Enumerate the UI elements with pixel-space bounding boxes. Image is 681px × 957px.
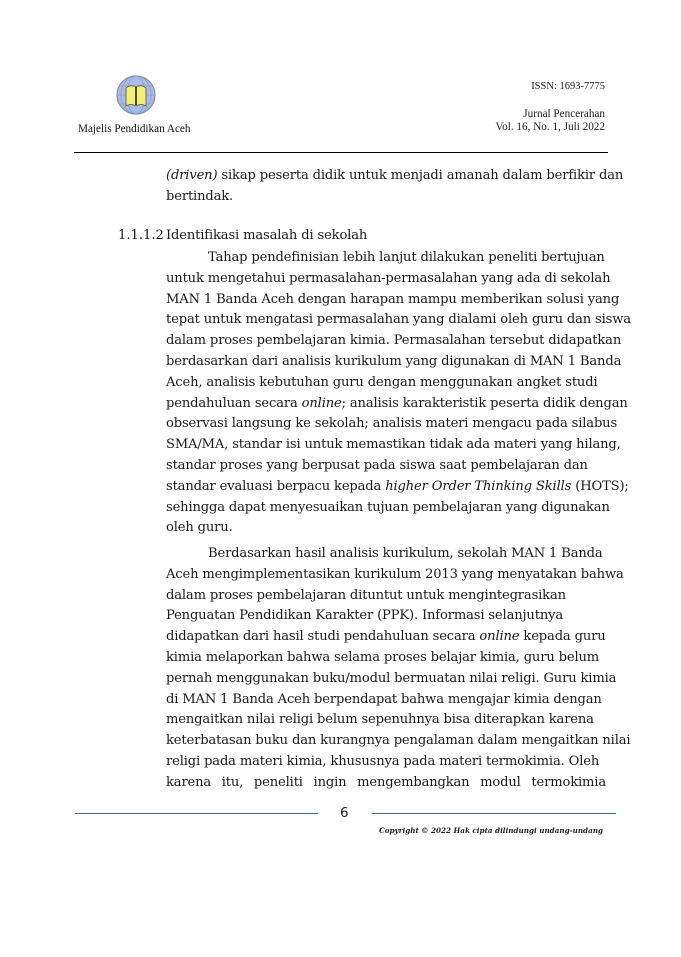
text-run: sikap peserta didik untuk menjadi amanah dalam berfikir dan [217, 168, 624, 183]
text-line [166, 627, 606, 648]
text-run: SMA/MA, standar isi untuk memastikan tidak ada materi yang hilang, [166, 437, 621, 453]
text-line [166, 586, 606, 607]
text-line [166, 752, 606, 773]
text-line [166, 435, 621, 456]
issn: ISSN: 1693-7775 [531, 81, 605, 92]
text-line [166, 269, 611, 290]
italic-term: online [301, 395, 342, 411]
text-line [166, 352, 622, 373]
text-run: di MAN 1 Banda Aceh berpendapat bahwa mengajar kimia dengan [166, 691, 602, 707]
text-run: sehingga dapat menyesuaikan tujuan pembelajaran yang digunakan [166, 499, 610, 515]
text-run: observasi langsung ke sekolah; analisis materi mengacu pada silabus [166, 416, 618, 432]
italic-term: online [479, 629, 520, 645]
text-line [166, 498, 610, 519]
text-run: ; analisis karakteristik peserta didik dengan [341, 395, 628, 411]
text-run: standar evaluasi berpacu kepada [166, 478, 386, 494]
text-line [166, 166, 624, 187]
text-line [166, 373, 606, 394]
text-line [166, 710, 606, 731]
header-divider [74, 152, 608, 153]
text-line [166, 690, 606, 711]
journal-name: Jurnal Pencerahan [523, 108, 605, 120]
paragraph [166, 248, 631, 539]
text-run: karena itu, peneliti ingin mengembangkan modul termokimia [166, 774, 606, 790]
text-line [166, 669, 617, 690]
section-number: 1.1.1.2 [118, 228, 164, 243]
text-line [166, 477, 629, 498]
copyright-notice: Copyright © 2022 Hak cipta dilindungi undang-undang [379, 826, 603, 835]
text-line [166, 518, 606, 539]
text-run: religi pada materi kimia, khususnya pada materi termokimia. Oleh [166, 753, 600, 769]
text-run: pernah menggunakan buku/modul bermuatan nilai religi. Guru kimia [166, 670, 617, 686]
text-run: Aceh mengimplementasikan kurikulum 2013 yang menyatakan bahwa [166, 566, 624, 582]
text-run: MAN 1 Banda Aceh dengan harapan mampu memberikan solusi yang [166, 291, 620, 307]
text-run: didapatkan dari hasil studi pendahuluan secara [166, 629, 480, 645]
text-line [166, 773, 606, 794]
text-run: pendahuluan secara [166, 395, 302, 411]
italic-term: higher Order Thinking Skills [385, 478, 572, 494]
text-run: Penguatan Pendidikan Karakter (PPK). Informasi selanjutnya [166, 608, 564, 624]
text-run: berdasarkan dari analisis kurikulum yang digunakan di MAN 1 Banda [166, 353, 622, 369]
text-line [166, 648, 606, 669]
text-line [166, 414, 618, 435]
text-run: bertindak. [166, 188, 234, 204]
text-run: mengaitkan nilai religi belum sepenuhnya bisa diterapkan karena [166, 712, 594, 728]
organization-name: Majelis Pendidikan Aceh [78, 123, 191, 135]
text-run: kimia melaporkan bahwa selama proses belajar kimia, guru belum [166, 649, 600, 665]
section-title: Identifikasi masalah di sekolah [166, 228, 368, 243]
text-run: dalam proses pembelajaran dituntut untuk mengintegrasikan [166, 587, 566, 603]
text-run: untuk mengetahui permasalahan-permasalahan yang ada di sekolah [166, 270, 611, 286]
text-line [166, 290, 620, 311]
text-line [166, 394, 628, 415]
text-run: Tahap pendefinisian lebih lanjut dilakukan peneliti bertujuan [208, 250, 605, 265]
text-line [166, 456, 606, 477]
text-run: Aceh, analisis kebutuhan guru dengan menggunakan angket studi [166, 374, 598, 390]
footer-rule-right [372, 813, 616, 814]
italic-term: (driven) [166, 168, 218, 183]
continued-paragraph [166, 166, 624, 208]
text-line [166, 731, 631, 752]
footer-rule-left [75, 813, 318, 814]
text-line [166, 331, 622, 352]
text-line [166, 310, 631, 331]
text-run: kepada guru [519, 629, 606, 645]
journal-volume: Vol. 16, No. 1, Juli 2022 [495, 121, 605, 133]
page-number: 6 [340, 805, 349, 821]
text-line [166, 606, 606, 627]
text-line [166, 248, 606, 269]
text-line [166, 187, 606, 208]
text-run: tepat untuk mengatasi permasalahan yang dialami oleh guru dan siswa [166, 312, 631, 328]
text-run: (HOTS); [571, 478, 629, 494]
text-run: keterbatasan buku dan kurangnya pengalaman dalam mengaitkan nilai [166, 733, 631, 749]
journal-logo-icon [116, 75, 156, 115]
text-run: oleh guru. [166, 520, 233, 536]
paragraph [166, 544, 631, 794]
text-run: standar proses yang berpusat pada siswa saat pembelajaran dan [166, 457, 588, 473]
text-run: Berdasarkan hasil analisis kurikulum, sekolah MAN 1 Banda [208, 546, 603, 561]
text-line [166, 544, 606, 565]
text-line [166, 565, 624, 586]
text-run: dalam proses pembelajaran kimia. Permasalahan tersebut didapatkan [166, 333, 622, 349]
